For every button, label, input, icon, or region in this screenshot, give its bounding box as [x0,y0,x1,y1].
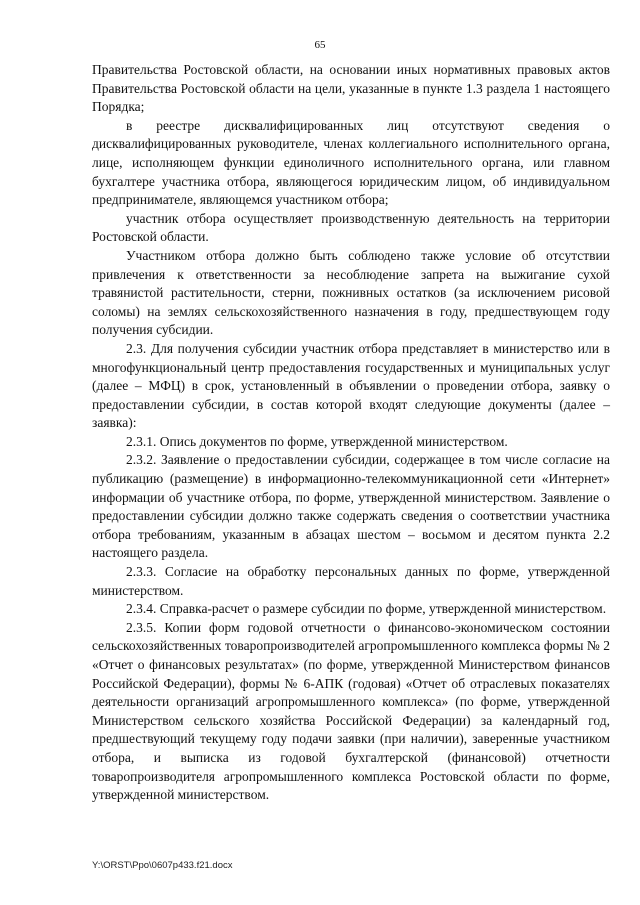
paragraph: 2.3.2. Заявление о предоставлении субсидии, содержащее в том числе согласие на публикацию (размещение) в информационно-телекоммуникационной сети «Интернет» информации об участнике отбора, по форме, утвержденной министерством. Заявление о предоставлении субсидии должно также содержать сведения о соответствии участника отбора требованиям, указанным в абзацах шестом – восьмом и десятом пункта 2.2 настоящего раздела. [92,452,610,561]
paragraph: участник отбора осуществляет производственную деятельность на территории Ростовской области. [92,210,610,245]
paragraph: Участником отбора должно быть соблюдено также условие об отсутствии привлечения к ответственности за несоблюдение запрета на выжигание сухой травянистой растительности, стерни, пожнивных остатков (за исключением рисовой соломы) на землях сельскохозяйственного назначения в году, предшествующем году получения субсидии. [92,247,610,338]
file-path-footer: Y:\ORST\Ppo\0607p433.f21.docx [92,860,233,871]
paragraph: 2.3.5. Копии форм годовой отчетности о финансово-экономическом состоянии сельскохозяйственных товаропроизводителей агропромышленного комплекса формы № 2 «Отчет о финансовых результатах» (по форме, утвержденной Министерством финансов Российской Федерации), формы № 6-АПК (годовая) «Отчет об отраслевых показателях деятельности организаций агропромышленного комплекса» (по форме, утвержденной Министерством сельского хозяйства Российской Федерации) за календарный год, предшествующий текущему году подачи заявки (при наличии), заверенные участником отбора, и выписка из годовой бухгалтерской (финансовой) отчетности товаропроизводителя агропромышленного комплекса Ростовской области по форме, утвержденной министерством. [92,619,610,803]
page-number: 65 [314,39,326,51]
document-body [92,61,610,805]
paragraph: 2.3.1. Опись документов по форме, утвержденной министерством. [126,433,508,449]
paragraph: 2.3.3. Согласие на обработку персональных данных по форме, утвержденной министерством. [92,564,610,598]
paragraph: в реестре дисквалифицированных лиц отсутствуют сведения о дисквалифицированных руководителе, членах коллегиального исполнительного органа, лице, исполняющем функции единоличного исполнительного органа, или главном бухгалтере участника отбора, являющегося юридическим лицом, об индивидуальном предпринимателе, являющемся участником отбора; [92,117,610,208]
paragraph: Правительства Ростовской области, на основании иных нормативных правовых актов Правительства Ростовской области на цели, указанные в пункте 1.3 раздела 1 настоящего Порядка; [92,62,610,115]
paragraph: 2.3. Для получения субсидии участник отбора представляет в министерство или в многофункциональный центр предоставления государственных и муниципальных услуг (далее – МФЦ) в срок, установленный в объявлении о проведении отбора, заявку о предоставлении субсидии, в состав которой входят следующие документы (далее – заявка): [92,340,610,431]
paragraph: 2.3.4. Справка-расчет о размере субсидии по форме, утвержденной министерством. [126,601,607,617]
